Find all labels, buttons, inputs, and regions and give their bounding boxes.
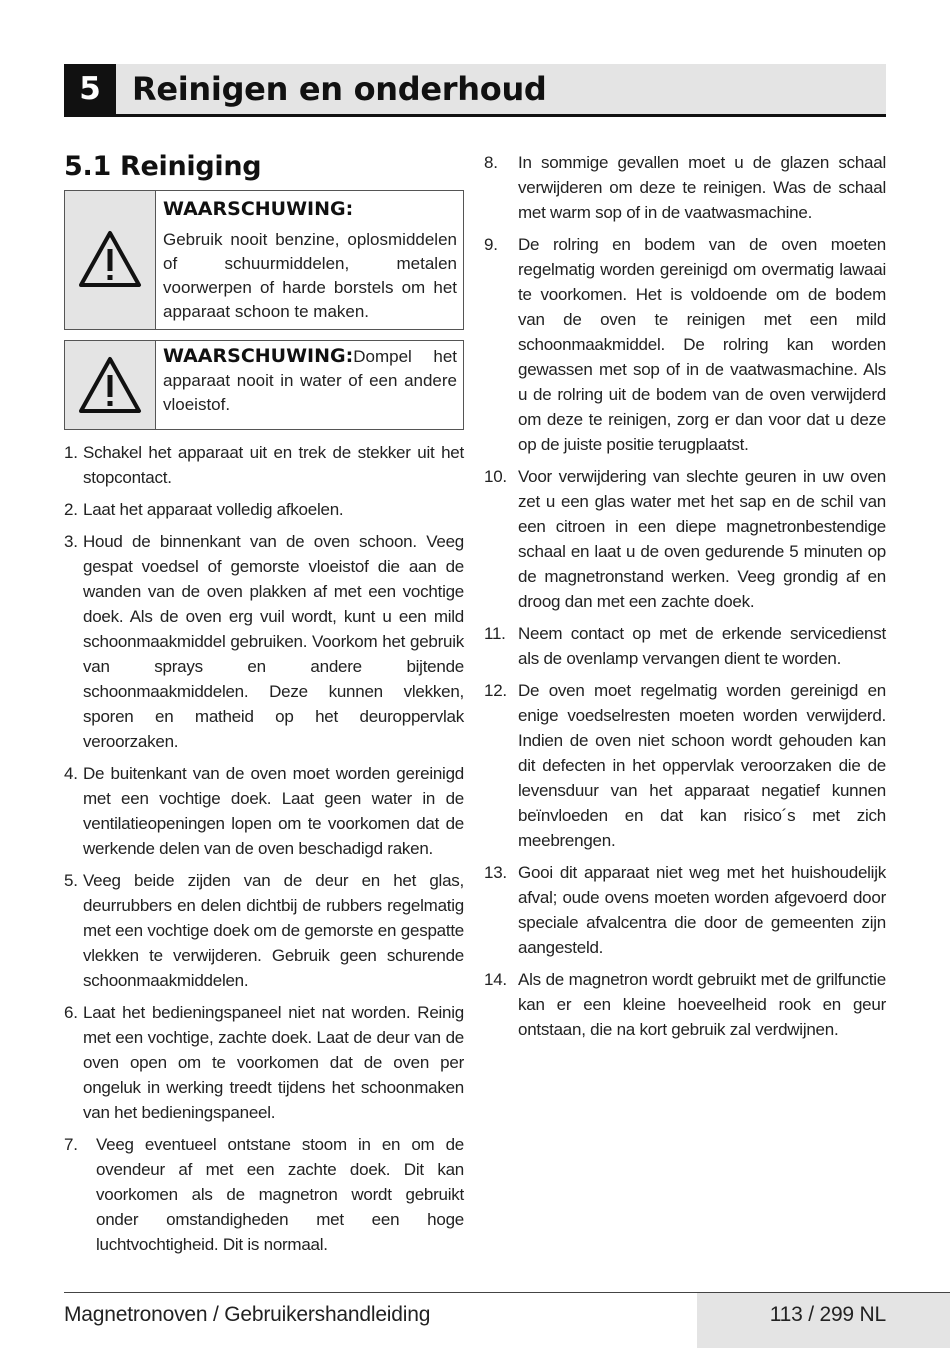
list-item: 12. De oven moet regelmatig worden gereinigd en enige voedselresten moeten worden verwijderd. Indien de oven niet schoon wordt gehouden kan dit defecten in het oppervlak veroorzaken die de levensduur van het apparaat negatief kunnen beïnvloeden en dat kan risico´s met zich meebrengen.	[484, 681, 886, 850]
list-item: 4. De buitenkant van de oven moet worden gereinigd met een vochtige doek. Laat geen water in de ventilatieopeningen lopen om te voorkomen dat de werkende delen van de oven beschadigd raken.	[64, 764, 464, 858]
warning-text: Gebruik nooit benzine, oplosmiddelen of schuurmiddelen, metalen voorwerpen of harde borstels om het apparaat schoon te maken.	[163, 230, 457, 321]
warning-heading: WAARSCHUWING:	[163, 198, 354, 220]
chapter-title: Reinigen en onderhoud	[132, 70, 547, 108]
list-item: 2. Laat het apparaat volledig afkoelen.	[64, 500, 344, 519]
right-column	[484, 150, 886, 1049]
footer-manual-title: Magnetronoven / Gebruikershandleiding	[64, 1303, 431, 1326]
section-title: 5.1 Reiniging	[64, 151, 262, 182]
chapter-header	[64, 64, 886, 117]
footer-page-number: 113 / 299 NL	[769, 1303, 886, 1326]
warning-triangle-icon	[77, 229, 143, 289]
list-item: 1. Schakel het apparaat uit en trek de stekker uit het stopcontact.	[64, 443, 464, 487]
left-column	[64, 150, 464, 1264]
warning-box	[64, 190, 464, 330]
list-item: 5. Veeg beide zijden van de deur en het glas, deurrubbers en delen dichtbij de rubbers regelmatig met een vochtige doek om de gemorste en gespatte vlekken te verwijderen. Gebruik geen schurende schoonmaakmiddelen.	[64, 871, 464, 990]
list-item: 13. Gooi dit apparaat niet weg met het huishoudelijk afval; oude ovens moeten worden afgevoerd door speciale afvalcentra die door de gemeenten zijn aangesteld.	[484, 863, 886, 957]
cleaning-steps-right	[484, 150, 886, 1042]
warning-box	[64, 340, 464, 430]
list-item: 10. Voor verwijdering van slechte geuren in uw oven zet u een glas water met het sap en de schil van een citroen in een diepe magnetronbestendige schaal en laat u de oven gedurende 5 minuten op de magnetronstand werken. Veeg grondig af en droog dan met een zachte doek.	[484, 467, 886, 611]
cleaning-steps-left	[64, 440, 464, 1257]
list-item: 3. Houd de binnenkant van de oven schoon. Veeg gespat voedsel of gemorste vloeistof die aan de wanden van de oven plakken af met een vochtige doek. Als de oven erg vuil wordt, kunt u een mild schoonmaakmiddel gebruiken. Voorkom het gebruik van sprays en andere bijtende schoonmaakmiddelen. Deze kunnen vlekken, sporen en matheid op het deuroppervlak veroorzaken.	[64, 532, 464, 751]
warning-text: Dompel het apparaat nooit in water of een andere vloeistof.	[163, 347, 457, 414]
list-item: 8. In sommige gevallen moet u de glazen schaal verwijderen om deze te reinigen. Was de schaal met warm sop of in de vaatwasmachine.	[484, 153, 886, 222]
list-item: 7. Veeg eventueel ontstane stoom in en om de ovendeur af met een zachte doek. Dit kan voorkomen als de magnetron wordt gebruikt onder omstandigheden met een hoge luchtvochtigheid. Dit is normaal.	[64, 1135, 464, 1254]
warning-heading: WAARSCHUWING:	[163, 345, 354, 367]
warning-triangle-icon	[77, 355, 143, 415]
list-item: 6. Laat het bedieningspaneel niet nat worden. Reinig met een vochtige, zachte doek. Laat de deur van de oven open om te voorkomen dat de oven per ongeluk in werking treedt tijdens het schoonmaken van het bedieningspaneel.	[64, 1003, 464, 1122]
list-item: 9. De rolring en bodem van de oven moeten regelmatig worden gereinigd om overmatig lawaai te voorkomen. Het is voldoende om de bodem van de oven te reinigen met een mild schoonmaakmiddel. De rolring kan worden gewassen met sop of in de vaatwasmachine. Als u de rolring uit de bodem van de oven verwijderd om deze te reinigen, zorg er dan voor dat u deze op de juiste positie terugplaatst.	[484, 235, 886, 454]
list-item: 14. Als de magnetron wordt gebruikt met de grilfunctie kan er een kleine hoeveelheid rook en geur ontstaan, die na kort gebruik zal verdwijnen.	[484, 970, 886, 1039]
list-item: 11. Neem contact op met de erkende servicedienst als de ovenlamp vervangen dient te worden.	[484, 624, 886, 668]
chapter-number: 5	[64, 64, 116, 114]
